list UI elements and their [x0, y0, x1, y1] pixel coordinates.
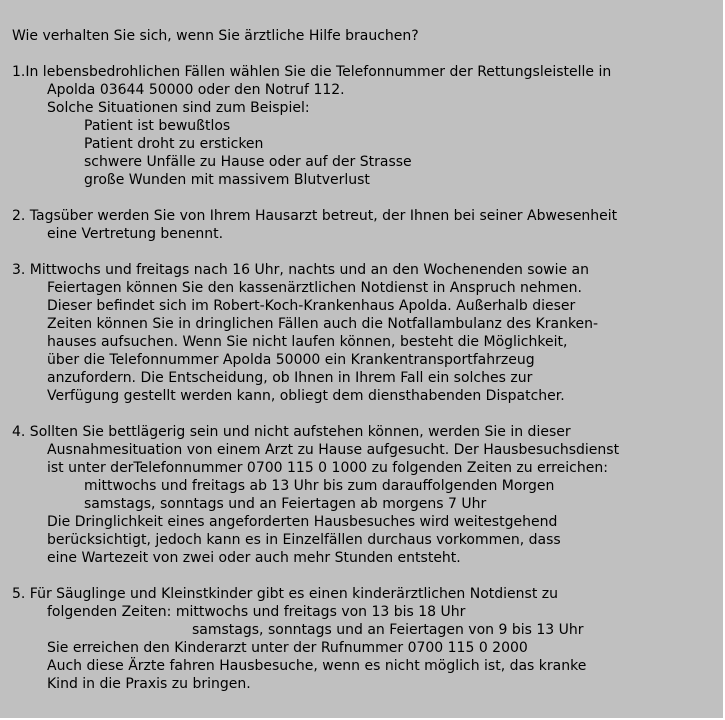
text-line: 1.In lebensbedrohlichen Fällen wählen Sie die Telefonnummer der Rettungsleistelle in — [12, 64, 612, 80]
text-line: Patient droht zu ersticken — [84, 136, 264, 152]
section-spacer — [12, 189, 717, 207]
text-line: ist unter derTelefonnummer 0700 115 0 1000 zu folgenden Zeiten zu erreichen: — [47, 460, 608, 476]
text-line: über die Telefonnummer Apolda 50000 ein Krankentransportfahrzeug — [47, 352, 535, 368]
text-line: 5. Für Säuglinge und Kleinstkinder gibt es einen kinderärztlichen Notdienst zu — [12, 586, 558, 602]
section-2 — [12, 207, 717, 243]
text-line: Auch diese Ärzte fahren Hausbesuche, wenn es nicht möglich ist, das kranke — [47, 658, 587, 674]
section-spacer — [12, 243, 717, 261]
text-line: 2. Tagsüber werden Sie von Ihrem Hausarzt betreut, der Ihnen bei seiner Abwesenheit — [12, 208, 618, 224]
section-spacer — [12, 405, 717, 423]
text-line: Ausnahmesituation von einem Arzt zu Hause aufgesucht. Der Hausbesuchsdienst — [47, 442, 620, 458]
section-4 — [12, 423, 717, 567]
text-line: Verfügung gestellt werden kann, obliegt dem diensthabenden Dispatcher. — [47, 388, 565, 404]
text-line: Feiertagen können Sie den kassenärztlichen Notdienst in Anspruch nehmen. — [47, 280, 582, 296]
section-3 — [12, 261, 717, 405]
document-body — [12, 27, 717, 693]
text-line: Kind in die Praxis zu bringen. — [47, 676, 251, 692]
text-line: Die Dringlichkeit eines angeforderten Hausbesuches wird weitestgehend — [47, 514, 558, 530]
text-line: samstags, sonntags und an Feiertagen ab morgens 7 Uhr — [84, 496, 487, 512]
sections-container — [12, 63, 717, 693]
text-line: berücksichtigt, jedoch kann es in Einzelfällen durchaus vorkommen, dass — [47, 532, 561, 548]
text-line: anzufordern. Die Entscheidung, ob Ihnen in Ihrem Fall ein solches zur — [47, 370, 533, 386]
text-line: 3. Mittwochs und freitags nach 16 Uhr, nachts und an den Wochenenden sowie an — [12, 262, 589, 278]
text-line: mittwochs und freitags ab 13 Uhr bis zum darauffolgenden Morgen — [84, 478, 555, 494]
text-line: hauses aufsuchen. Wenn Sie nicht laufen können, besteht die Möglichkeit, — [47, 334, 568, 350]
text-line: Dieser befindet sich im Robert-Koch-Krankenhaus Apolda. Außerhalb dieser — [47, 298, 576, 314]
text-line: eine Wartezeit von zwei oder auch mehr Stunden entsteht. — [47, 550, 461, 566]
text-line: Patient ist bewußtlos — [84, 118, 231, 134]
text-line: schwere Unfälle zu Hause oder auf der Strasse — [84, 154, 412, 170]
text-line: Apolda 03644 50000 oder den Notruf 112. — [47, 82, 345, 98]
section-5 — [12, 585, 717, 693]
section-1 — [12, 63, 717, 189]
text-line: Solche Situationen sind zum Beispiel: — [47, 100, 310, 116]
text-line: 4. Sollten Sie bettlägerig sein und nicht aufstehen können, werden Sie in dieser — [12, 424, 571, 440]
text-line: Sie erreichen den Kinderarzt unter der Rufnummer 0700 115 0 2000 — [47, 640, 528, 656]
text-line: folgenden Zeiten: mittwochs und freitags von 13 bis 18 Uhr — [47, 604, 466, 620]
page-title: Wie verhalten Sie sich, wenn Sie ärztliche Hilfe brauchen? — [12, 28, 419, 44]
text-line: Zeiten können Sie in dringlichen Fällen auch die Notfallambulanz des Kranken- — [47, 316, 599, 332]
text-line: große Wunden mit massivem Blutverlust — [84, 172, 370, 188]
text-line: samstags, sonntags und an Feiertagen von 9 bis 13 Uhr — [192, 622, 584, 638]
section-spacer — [12, 567, 717, 585]
text-line: eine Vertretung benennt. — [47, 226, 224, 242]
